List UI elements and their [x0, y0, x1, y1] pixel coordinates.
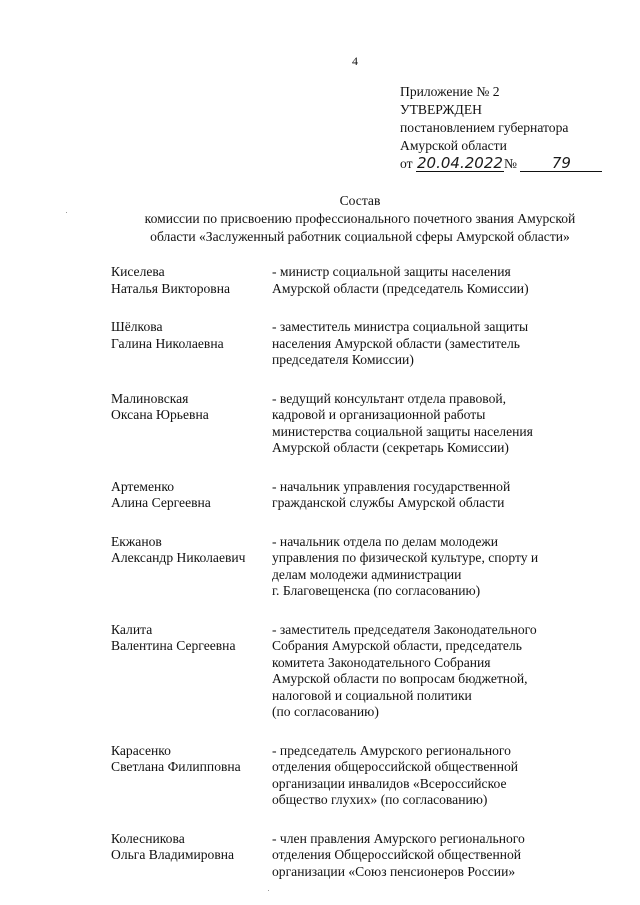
- approval-line-1: постановлением губернатора: [400, 120, 569, 135]
- member-entry: [111, 534, 611, 600]
- member-role-line: председателя Комиссии): [272, 352, 414, 367]
- member-entry: [111, 264, 611, 297]
- member-role-line: (по согласованию): [272, 704, 379, 719]
- member-role-line: - заместитель министра социальной защиты: [272, 319, 529, 334]
- number-prefix: №: [503, 156, 517, 171]
- member-surname: Карасенко: [111, 742, 171, 758]
- member-surname: Екжанов: [111, 533, 162, 549]
- member-name: [111, 479, 272, 512]
- member-role: [272, 743, 611, 809]
- member-surname: Колесникова: [111, 830, 185, 846]
- member-surname: Шёлкова: [111, 319, 163, 334]
- member-entry: [111, 831, 611, 881]
- member-role-line: г. Благовещенска (по согласованию): [272, 583, 481, 598]
- member-role-line: - член правления Амурского регионального: [272, 830, 525, 846]
- member-name: [111, 831, 272, 881]
- scan-speck: [66, 212, 67, 213]
- member-given-names: Светлана Филипповна: [111, 759, 241, 774]
- member-given-names: Валентина Сергеевна: [111, 638, 236, 653]
- member-role-line: Амурской области (секретарь Комиссии): [272, 440, 509, 455]
- member-given-names: Оксана Юрьевна: [111, 407, 209, 422]
- member-entry: [111, 743, 611, 809]
- member-role-line: - заместитель председателя Законодательного: [272, 621, 537, 637]
- member-role-line: населения Амурской области (заместитель: [272, 335, 520, 351]
- member-role: [272, 391, 611, 457]
- member-role-line: - начальник управления государственной: [272, 478, 511, 494]
- member-role: [272, 479, 611, 512]
- member-role-line: делам молодежи администрации: [272, 566, 462, 582]
- member-role-line: организации «Союз пенсионеров России»: [272, 863, 516, 879]
- title-line-2: комиссии по присвоению профессионального почетного звания Амурской: [144, 211, 576, 226]
- scan-speck: [268, 890, 269, 891]
- member-role-line: управления по физической культуре, спорту и: [272, 550, 539, 565]
- page-number: 4: [352, 54, 358, 68]
- member-role-line: - начальник отдела по делам молодежи: [272, 533, 499, 549]
- member-given-names: Галина Николаевна: [111, 335, 224, 351]
- handwritten-number: 79: [520, 155, 602, 172]
- member-role-line: - министр социальной защиты населения: [272, 264, 511, 279]
- member-surname: Киселева: [111, 264, 165, 279]
- member-role: [272, 534, 611, 600]
- approval-block: [400, 83, 620, 173]
- member-given-names: Алина Сергеевна: [111, 495, 211, 510]
- member-entry: [111, 319, 611, 369]
- member-surname: Малиновская: [111, 390, 189, 406]
- member-role: [272, 831, 611, 881]
- members-list: [111, 264, 611, 902]
- approval-date-line: [400, 155, 620, 173]
- member-role-line: - председатель Амурского регионального: [272, 742, 511, 758]
- member-role: [272, 622, 611, 721]
- member-given-names: Александр Николаевич: [111, 550, 246, 565]
- member-role-line: Амурской области (председатель Комиссии): [272, 280, 529, 296]
- handwritten-date: 20.04.2022: [417, 154, 503, 172]
- member-entry: [111, 391, 611, 457]
- member-role-line: комитета Законодательного Собрания: [272, 654, 491, 670]
- member-surname: Артеменко: [111, 478, 175, 494]
- member-name: [111, 391, 272, 457]
- member-given-names: Ольга Владимировна: [111, 847, 235, 862]
- member-role-line: налоговой и социальной политики: [272, 687, 472, 703]
- member-role-line: отделения общероссийской общественной: [272, 759, 519, 774]
- date-prefix: от: [400, 156, 413, 171]
- member-role: [272, 319, 611, 369]
- member-given-names: Наталья Викторовна: [111, 280, 231, 296]
- member-name: [111, 622, 272, 721]
- approval-line-2: Амурской области: [400, 138, 507, 153]
- member-role-line: гражданской службы Амурской области: [272, 495, 505, 510]
- member-role-line: - ведущий консультант отдела правовой,: [272, 390, 507, 406]
- member-entry: [111, 479, 611, 512]
- member-role-line: отделения Общероссийской общественной: [272, 847, 522, 862]
- approved-label: УТВЕРЖДЕН: [400, 102, 482, 117]
- member-surname: Калита: [111, 621, 153, 637]
- member-role-line: Собрания Амурской области, председатель: [272, 638, 522, 653]
- member-role: [272, 264, 611, 297]
- title-line-3: области «Заслуженный работник социальной сферы Амурской области»: [150, 229, 570, 244]
- member-entry: [111, 622, 611, 721]
- member-role-line: кадровой и организационной работы: [272, 407, 486, 422]
- member-name: [111, 319, 272, 369]
- member-name: [111, 743, 272, 809]
- member-name: [111, 534, 272, 600]
- member-role-line: организации инвалидов «Всероссийское: [272, 775, 507, 791]
- member-role-line: Амурской области по вопросам бюджетной,: [272, 671, 528, 686]
- member-role-line: общество глухих» (по согласованию): [272, 792, 488, 807]
- document-title: [120, 192, 600, 246]
- title-line-1: Состав: [339, 193, 381, 208]
- member-role-line: министерства социальной защиты населения: [272, 423, 533, 439]
- member-name: [111, 264, 272, 297]
- appendix-label: Приложение № 2: [400, 84, 500, 99]
